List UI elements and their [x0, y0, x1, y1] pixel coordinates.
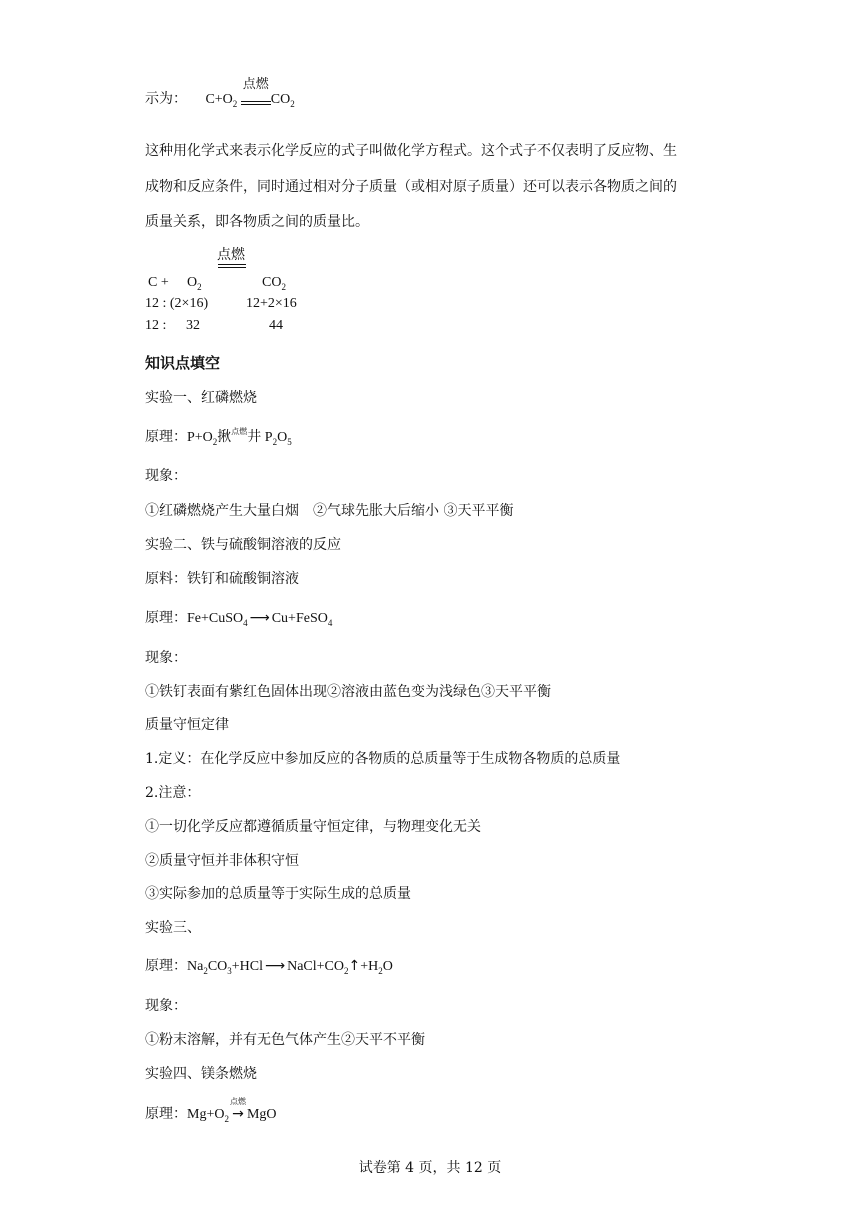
exp3-phenomenon-label: 现象：	[145, 998, 187, 1014]
exp3-phenomena: ①粉末溶解，并有无色气体产生②天平不平衡	[145, 1032, 425, 1048]
mass-row-1-co2: $CO_2$	[262, 275, 286, 292]
mass-row-3-left: 12 :	[145, 318, 167, 333]
mass-row-3-mid: 32	[186, 318, 200, 333]
exp4-title: 实验四、镁条燃烧	[145, 1066, 257, 1082]
law-notes-label: 2.注意：	[145, 785, 201, 801]
intro-line	[145, 75, 295, 110]
exp1-equation: $P+O_2$揪$^{点燃}$井 $P_2O_5$	[187, 427, 292, 447]
exp2-principle: 原理：Fe+CuSO$_4$ ⟶ Cu+FeSO$_4$	[145, 610, 333, 628]
condition-arrow: 点燃 →	[229, 1097, 246, 1122]
arrow-icon: ⟶	[265, 958, 286, 974]
exp3-principle: 原理：$Na_2CO_3+HCl$ ⟶ $NaCl+CO_2↑+H_2O$	[145, 958, 393, 976]
exp2-phenomena: ①铁钉表面有紫红色固体出现②溶液由蓝色变为浅绿色③天平平衡	[145, 684, 551, 700]
exp1-principle: 原理：$P+O_2$揪$^{点燃}$井 $P_2O_5$	[145, 427, 292, 447]
law-definition: 1.定义：在化学反应中参加反应的各物质的总质量等于生成物各物质的总质量	[145, 751, 621, 767]
mass-table-condition: 点燃	[217, 247, 245, 263]
paragraph-line-1: 这种用化学式来表示化学反应的式子叫做化学方程式。这个式子不仅表明了反应物、生	[145, 143, 677, 159]
exp3-title: 实验三、	[145, 920, 201, 936]
exp1-phenomenon-label: 现象：	[145, 468, 187, 484]
exp3-equation: $Na_2CO_3+HCl$ ⟶ $NaCl+CO_2↑+H_2O$	[187, 958, 393, 976]
intro-label: 示为：	[145, 91, 187, 107]
exp2-equation: Fe+CuSO$_4$ ⟶ Cu+FeSO$_4$	[187, 610, 333, 628]
mass-row-2-left: 12 : (2×16)	[145, 296, 209, 311]
mass-table-eqbar-1	[218, 264, 246, 265]
paragraph-line-3: 质量关系，即各物质之间的质量比。	[145, 214, 369, 230]
exp1-phenomena: ①红磷燃烧产生大量白烟 ②气球先胀大后缩小 ③天平平衡	[145, 503, 514, 519]
law-note-3: ③实际参加的总质量等于实际生成的总质量	[145, 886, 411, 902]
mass-row-1-o2: $O_2$	[187, 275, 202, 292]
mass-row-2-right: 12+2×16	[246, 296, 297, 311]
law-note-1: ①一切化学反应都遵循质量守恒定律，与物理变化无关	[145, 819, 481, 835]
intro-equation: $C+O_2$ 点燃 $CO_2$	[205, 75, 295, 109]
law-note-2: ②质量守恒并非体积守恒	[145, 853, 299, 869]
exp2-materials: 原料：铁钉和硫酸铜溶液	[145, 571, 299, 587]
arrow-icon: →	[232, 1106, 244, 1122]
paragraph-line-2: 成物和反应条件，同时通过相对分子质量（或相对原子质量）还可以表示各物质之间的	[145, 179, 677, 195]
exp1-title: 实验一、红磷燃烧	[145, 390, 257, 406]
law-title: 质量守恒定律	[145, 717, 229, 733]
mass-table-eqbar-2	[218, 267, 246, 268]
exp2-phenomenon-label: 现象：	[145, 650, 187, 666]
condition-equals: 点燃	[241, 90, 271, 110]
page-footer: 试卷第 4 页，共 12 页	[358, 1160, 502, 1176]
up-arrow-icon: ↑	[348, 958, 361, 974]
section-title: 知识点填空	[145, 354, 221, 372]
exp2-title: 实验二、铁与硫酸铜溶液的反应	[145, 537, 341, 553]
exp4-principle: 原理：$Mg+O_2$ 点燃 → MgO	[145, 1097, 277, 1124]
exp4-equation: $Mg+O_2$ 点燃 → MgO	[187, 1097, 277, 1124]
mass-row-3-right: 44	[269, 318, 283, 333]
arrow-icon: ⟶	[249, 610, 270, 626]
mass-row-1: C +	[148, 275, 169, 290]
